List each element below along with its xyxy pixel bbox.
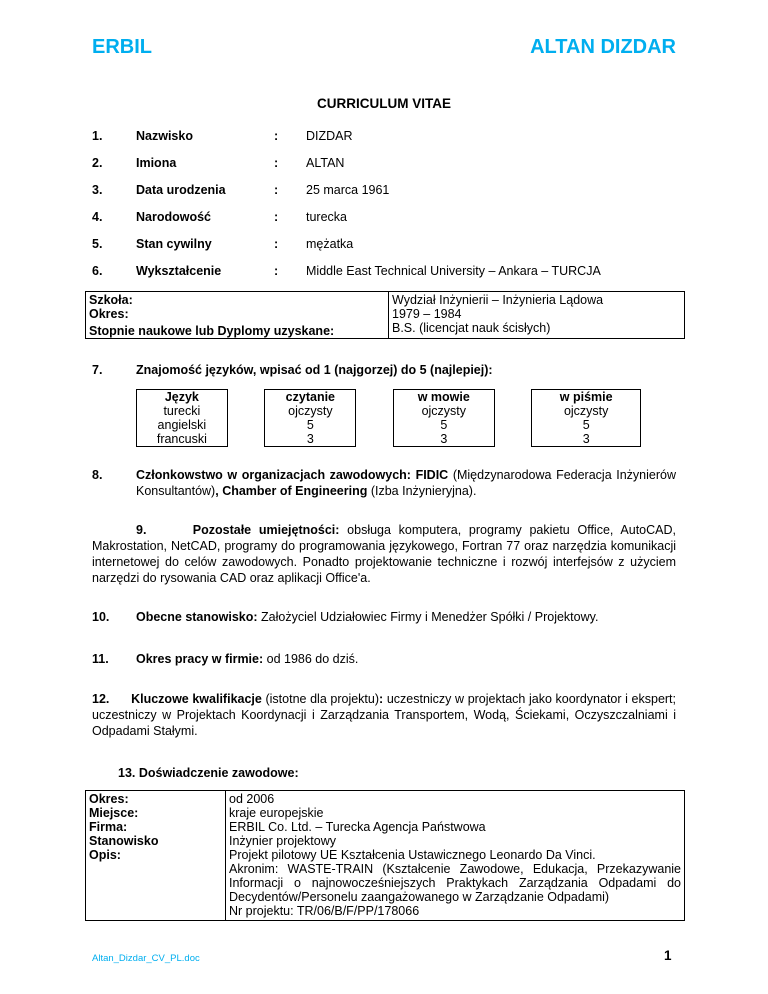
tenure-paragraph	[136, 651, 358, 667]
position-number: 10.	[92, 610, 110, 624]
membership-org-fidic-desc: (Międzynarodowa Federacja Inżynierów Konsultantów)	[136, 468, 676, 498]
membership-separator: ,	[215, 484, 219, 498]
row-label: Wykształcenie	[136, 264, 222, 278]
experience-label: Firma:	[89, 820, 128, 834]
experience-value: Nr projektu: TR/06/B/F/PP/178066	[229, 904, 420, 918]
education-value: 1979 – 1984	[392, 307, 462, 321]
footer-filename: Altan_Dizdar_CV_PL.doc	[92, 953, 200, 964]
languages-header: Język	[164, 390, 199, 404]
experience-value: ERBIL Co. Ltd. – Turecka Agencja Państwowa	[229, 820, 486, 834]
membership-label: Członkowstwo w organizacjach zawodowych:	[136, 468, 411, 482]
row-value: Middle East Technical University – Ankara – TURCJA	[306, 264, 601, 278]
experience-value: Inżynier projektowy	[229, 834, 336, 848]
membership-number: 8.	[92, 468, 103, 482]
languages-column	[137, 390, 228, 447]
experience-label: Opis:	[89, 848, 121, 862]
row-label: Imiona	[136, 156, 177, 170]
languages-cell: ojczysty	[421, 404, 467, 418]
personal-row	[0, 264, 768, 280]
header-company: ERBIL	[92, 36, 152, 58]
row-colon: :	[274, 183, 279, 197]
personal-row	[0, 210, 768, 226]
education-label: Stopnie naukowe lub Dyplomy uzyskane:	[89, 324, 335, 338]
personal-row	[0, 129, 768, 145]
skills-paragraph	[92, 522, 676, 586]
languages-cell: 3	[440, 432, 448, 446]
position-text: Założyciel Udziałowiec Firmy i Menedżer Spółki / Projektowy.	[261, 610, 599, 624]
row-colon: :	[274, 210, 279, 224]
languages-cell: 5	[582, 418, 590, 432]
languages-cell: francuski	[156, 432, 207, 446]
skills-label: Pozostałe umiejętności:	[192, 523, 340, 537]
experience-values-cell	[226, 791, 685, 921]
row-label: Nazwisko	[136, 129, 193, 143]
education-value: B.S. (licencjat nauk ścisłych)	[392, 321, 551, 335]
languages-cell: 5	[306, 418, 314, 432]
qualifications-colon: :	[379, 692, 384, 706]
membership-paragraph	[136, 467, 676, 499]
row-number: 3.	[92, 183, 103, 197]
tenure-number: 11.	[92, 652, 109, 666]
row-number: 1.	[92, 129, 103, 143]
position-paragraph	[136, 609, 598, 625]
row-label: Stan cywilny	[136, 237, 212, 251]
languages-heading: Znajomość języków, wpisać od 1 (najgorzej) do 5 (najlepiej):	[136, 363, 493, 377]
languages-column	[393, 390, 494, 447]
row-colon: :	[274, 129, 279, 143]
education-value: Wydział Inżynierii – Inżynieria Lądowa	[392, 293, 604, 307]
skills-number: 9.	[136, 523, 147, 537]
position-label: Obecne stanowisko:	[136, 610, 258, 624]
qualifications-paragraph	[92, 691, 676, 739]
row-value: mężatka	[306, 237, 354, 251]
experience-table	[85, 790, 685, 921]
languages-header: czytanie	[285, 390, 336, 404]
membership-org-chamber: Chamber of Engineering	[222, 484, 368, 498]
languages-cell: 3	[306, 432, 314, 446]
qualifications-label-rest: (istotne dla projektu)	[265, 692, 380, 706]
page-number: 1	[664, 948, 672, 963]
membership-org-chamber-desc: (Izba Inżynieryjna).	[370, 484, 477, 498]
languages-table	[136, 389, 641, 447]
membership-org-fidic: FIDIC	[415, 468, 449, 482]
row-label: Data urodzenia	[136, 183, 226, 197]
experience-label: Miejsce:	[89, 806, 139, 820]
education-label: Okres:	[89, 307, 129, 321]
languages-column	[265, 390, 356, 447]
languages-cell: ojczysty	[288, 404, 333, 418]
languages-cell: 3	[582, 432, 590, 446]
languages-number: 7.	[92, 363, 103, 377]
row-colon: :	[274, 264, 279, 278]
experience-value: kraje europejskie	[229, 806, 324, 820]
experience-value: od 2006	[229, 792, 275, 806]
document-title: CURRICULUM VITAE	[317, 96, 451, 111]
tenure-label: Okres pracy w firmie:	[136, 652, 264, 666]
education-labels-cell	[86, 292, 389, 339]
education-values-cell	[389, 292, 685, 339]
row-value: DIZDAR	[306, 129, 353, 143]
experience-value: Akronim: WASTE-TRAIN (Kształcenie Zawodowe, Edukacja, Przekazywanie Informacji o najnowocześniejszych Praktykach Zarządzania Odpadami do Decydentów/Personelu zaangażowanego w Zarządzanie Odpadami)	[229, 862, 681, 904]
skills-text: obsługa komputera, programy pakietu Office, AutoCAD, Makrostation, NetCAD, programy do programowania językowego, Fortran 77 oraz narzędzia komunikacji internetowej do celów zawodowych. Ponadto projektowanie techniczne i rozwój interfejsów z użyciem narzędzi do rysowania CAD oraz aplikacji Office'a.	[92, 523, 676, 585]
languages-cell: 5	[440, 418, 448, 432]
education-table	[85, 291, 685, 339]
experience-labels-cell	[86, 791, 226, 921]
languages-cell: turecki	[163, 404, 201, 418]
personal-row	[0, 183, 768, 199]
languages-header: w piśmie	[559, 390, 613, 404]
row-label: Narodowość	[136, 210, 212, 224]
languages-cell: ojczysty	[563, 404, 609, 418]
qualifications-label: Kluczowe kwalifikacje	[131, 692, 262, 706]
experience-heading: 13. Doświadczenie zawodowe:	[118, 766, 299, 780]
languages-header: w mowie	[417, 390, 470, 404]
experience-value: Projekt pilotowy UE Kształcenia Ustawicznego Leonardo Da Vinci.	[229, 848, 596, 862]
languages-cell: angielski	[157, 418, 207, 432]
row-colon: :	[274, 156, 279, 170]
qualifications-number: 12.	[92, 692, 110, 706]
row-number: 5.	[92, 237, 103, 251]
education-label: Szkoła:	[89, 293, 133, 307]
experience-label: Stanowisko	[89, 834, 159, 848]
row-colon: :	[274, 237, 279, 251]
row-number: 6.	[92, 264, 103, 278]
row-value: 25 marca 1961	[306, 183, 390, 197]
row-value: ALTAN	[306, 156, 345, 170]
qualifications-text: uczestniczy w projektach jako koordynator i ekspert; uczestniczy w Projektach Koordynacji i Zarządzania Transportem, Wodą, Ściekami, Oczyszczalniami i Odpadami Stałymi.	[92, 692, 677, 738]
row-value: turecka	[306, 210, 347, 224]
tenure-text: od 1986 do dziś.	[266, 652, 359, 666]
header-person-name: ALTAN DIZDAR	[530, 36, 676, 58]
row-number: 2.	[92, 156, 103, 170]
personal-row	[0, 237, 768, 253]
languages-column	[532, 390, 641, 447]
row-number: 4.	[92, 210, 103, 224]
personal-row	[0, 156, 768, 172]
experience-label: Okres:	[89, 792, 129, 806]
